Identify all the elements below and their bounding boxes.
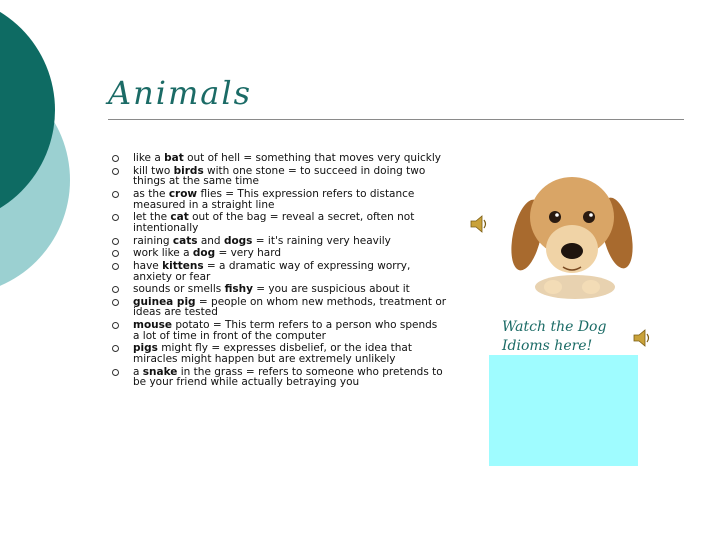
idiom-post-text: out of the bag = reveal a secret, often not intentionally: [133, 211, 415, 234]
idiom-pre-text: work like a: [133, 247, 193, 260]
watch-dog-idioms-caption: [502, 318, 606, 356]
slide-title: Animals: [108, 74, 253, 112]
watch-caption-line-2: Idioms here!: [502, 338, 593, 354]
idiom-bold-text: dog: [192, 247, 216, 260]
idiom-post-text: = it's raining very heavily: [252, 234, 391, 247]
bullet-icon: [112, 238, 119, 245]
idiom-bold2-text: dogs: [223, 234, 253, 247]
idiom-item: [112, 367, 447, 388]
bullet-icon: [112, 286, 119, 293]
bullet-icon: [112, 322, 119, 329]
idiom-post-text: flies = This expression refers to distance measured in a straight line: [133, 187, 415, 211]
idiom-bold-text: bat: [164, 152, 184, 164]
speaker-icon[interactable]: [631, 327, 653, 349]
idiom-post-text: = you are suspicious about it: [252, 283, 410, 296]
idiom-list: [112, 153, 447, 390]
idiom-mid-text: and: [197, 234, 224, 247]
bullet-icon: [112, 299, 119, 306]
idiom-item: [112, 297, 447, 318]
idiom-pre-text: have: [133, 259, 163, 272]
idiom-item: [112, 343, 447, 364]
idiom-post-text: out of hell = something that moves very quickly: [183, 152, 441, 164]
bullet-icon: [112, 168, 119, 175]
idiom-post-text: = people on whom new methods, treatment or ideas are tested: [133, 295, 447, 319]
idiom-bold-text: birds: [173, 164, 204, 177]
idiom-post-text: = a dramatic way of expressing worry, anxiety or fear: [133, 259, 411, 283]
idiom-bold-text: guinea pig: [133, 295, 196, 308]
speaker-icon[interactable]: [468, 213, 490, 235]
idiom-pre-text: let the: [133, 211, 171, 224]
idiom-item: [112, 236, 447, 247]
bullet-icon: [112, 214, 119, 221]
idiom-post-text: in the grass = refers to someone who pretends to be your friend while actually betraying you: [133, 365, 443, 389]
idiom-pre-text: as the: [133, 187, 169, 200]
idiom-item: [112, 189, 447, 210]
idiom-post-text: potato = This term refers to a person who spends a lot of time in front of the computer: [133, 319, 438, 342]
idiom-pre-text: raining: [133, 234, 173, 247]
idiom-item: [112, 320, 447, 341]
idiom-post-text: with one stone = to succeed in doing two things at the same time: [133, 164, 426, 188]
idiom-bold-text: cats: [172, 234, 198, 247]
idiom-item: [112, 212, 447, 233]
bullet-icon: [112, 250, 119, 257]
idiom-item: [112, 153, 447, 164]
idiom-item: [112, 248, 447, 259]
bullet-icon: [112, 191, 119, 198]
idiom-pre-text: a: [133, 365, 143, 378]
idiom-bold-text: cat: [170, 211, 189, 224]
idiom-item: [112, 284, 447, 295]
video-player[interactable]: [489, 355, 638, 466]
bullet-icon: [112, 369, 119, 376]
bullet-icon: [112, 263, 119, 270]
bullet-icon: [112, 155, 119, 162]
idiom-post-text: might fly = expresses disbelief, or the idea that miracles might happen but are extremely unlikely: [133, 342, 412, 366]
idiom-item: [112, 261, 447, 282]
bullet-icon: [112, 345, 119, 352]
watch-caption-line-1: Watch the Dog: [502, 319, 607, 335]
idiom-item: [112, 166, 447, 187]
idiom-bold-text: kittens: [162, 259, 204, 272]
idiom-bold-text: snake: [142, 365, 178, 378]
idiom-pre-text: kill two: [133, 164, 174, 177]
idiom-bold-text: fishy: [224, 283, 253, 296]
idiom-pre-text: sounds or smells: [133, 283, 225, 296]
idiom-bold-text: crow: [168, 187, 198, 200]
idiom-post-text: = very hard: [215, 247, 282, 260]
idiom-bold-text: pigs: [133, 342, 158, 355]
idiom-pre-text: like a: [133, 152, 165, 164]
dog-image: [505, 175, 635, 305]
title-divider: [108, 119, 684, 120]
idiom-bold-text: mouse: [133, 319, 173, 332]
